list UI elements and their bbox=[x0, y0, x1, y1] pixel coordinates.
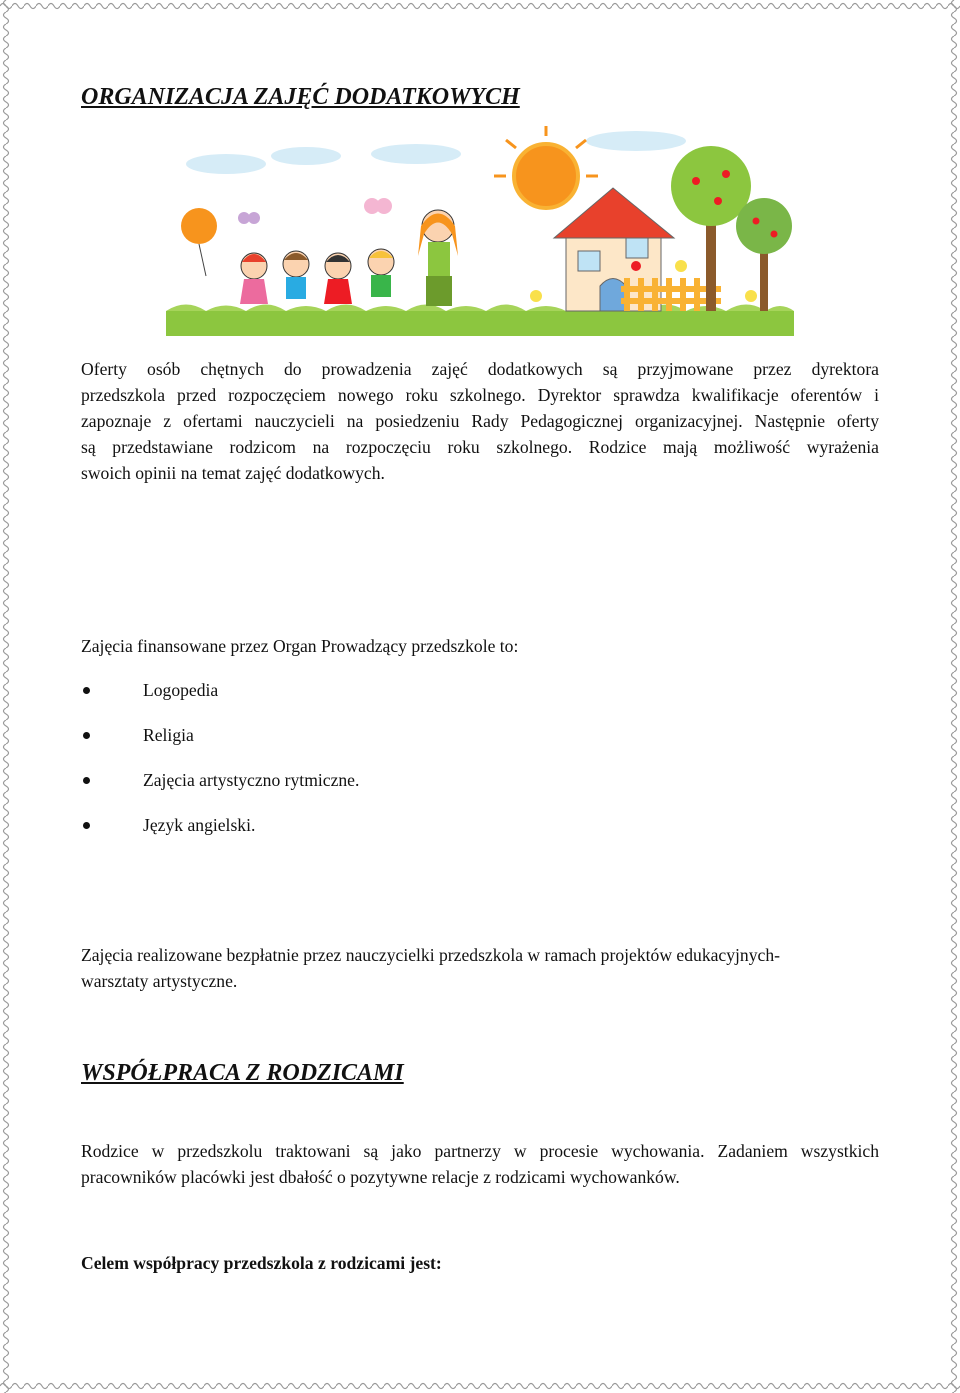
bullet-icon bbox=[83, 687, 90, 694]
section-title-organizacja: ORGANIZACJA ZAJĘĆ DODATKOWYCH bbox=[81, 84, 520, 110]
parents-paragraph-line-2: pracowników placówki jest dbałość o pozytywne relacje z rodzicami wychowanków. bbox=[81, 1167, 680, 1187]
free-activities-line-2: warsztaty artystyczne. bbox=[81, 971, 238, 991]
bullet-icon bbox=[83, 777, 90, 784]
list-item: Język angielski. bbox=[81, 812, 359, 857]
funded-activities-list bbox=[81, 677, 359, 857]
section-title-wspolpraca: WSPÓŁPRACA Z RODZICAMI bbox=[81, 1060, 404, 1086]
funded-intro: Zajęcia finansowane przez Organ Prowadzący przedszkole to: bbox=[81, 636, 519, 656]
offers-paragraph-line-1: Oferty osób chętnych do prowadzenia zajęć dodatkowych są przyjmowane przez dyrektora bbox=[81, 359, 879, 379]
offers-paragraph-line-2: przedszkola przed rozpoczęciem nowego roku szkolnego. Dyrektor sprawdza kwalifikacje oferentów i bbox=[81, 385, 879, 405]
offers-paragraph-line-3: zapoznaje z ofertami nauczycieli na posiedzeniu Rady Pedagogicznej organizacyjnej. Następnie oferty bbox=[81, 411, 879, 431]
bullet-icon bbox=[83, 822, 90, 829]
offers-paragraph-line-4: są przedstawiane rodzicom na rozpoczęciu roku szkolnego. Rodzice mają możliwość wyrażenia bbox=[81, 437, 879, 457]
list-item: Logopedia bbox=[81, 677, 359, 722]
offers-paragraph-line-5: swoich opinii na temat zajęć dodatkowych. bbox=[81, 463, 385, 483]
parents-paragraph-line-1: Rodzice w przedszkolu traktowani są jako partnerzy w procesie wychowania. Zadaniem wszystkich bbox=[81, 1141, 879, 1161]
list-item: Zajęcia artystyczno rytmiczne. bbox=[81, 767, 359, 812]
kindergarten-illustration bbox=[166, 126, 794, 336]
bullet-icon bbox=[83, 732, 90, 739]
cooperation-goal-heading: Celem współpracy przedszkola z rodzicami jest: bbox=[81, 1253, 442, 1273]
free-activities-line-1: Zajęcia realizowane bezpłatnie przez nauczycielki przedszkola w ramach projektów edukacyjnych- bbox=[81, 945, 780, 965]
list-item: Religia bbox=[81, 722, 359, 767]
